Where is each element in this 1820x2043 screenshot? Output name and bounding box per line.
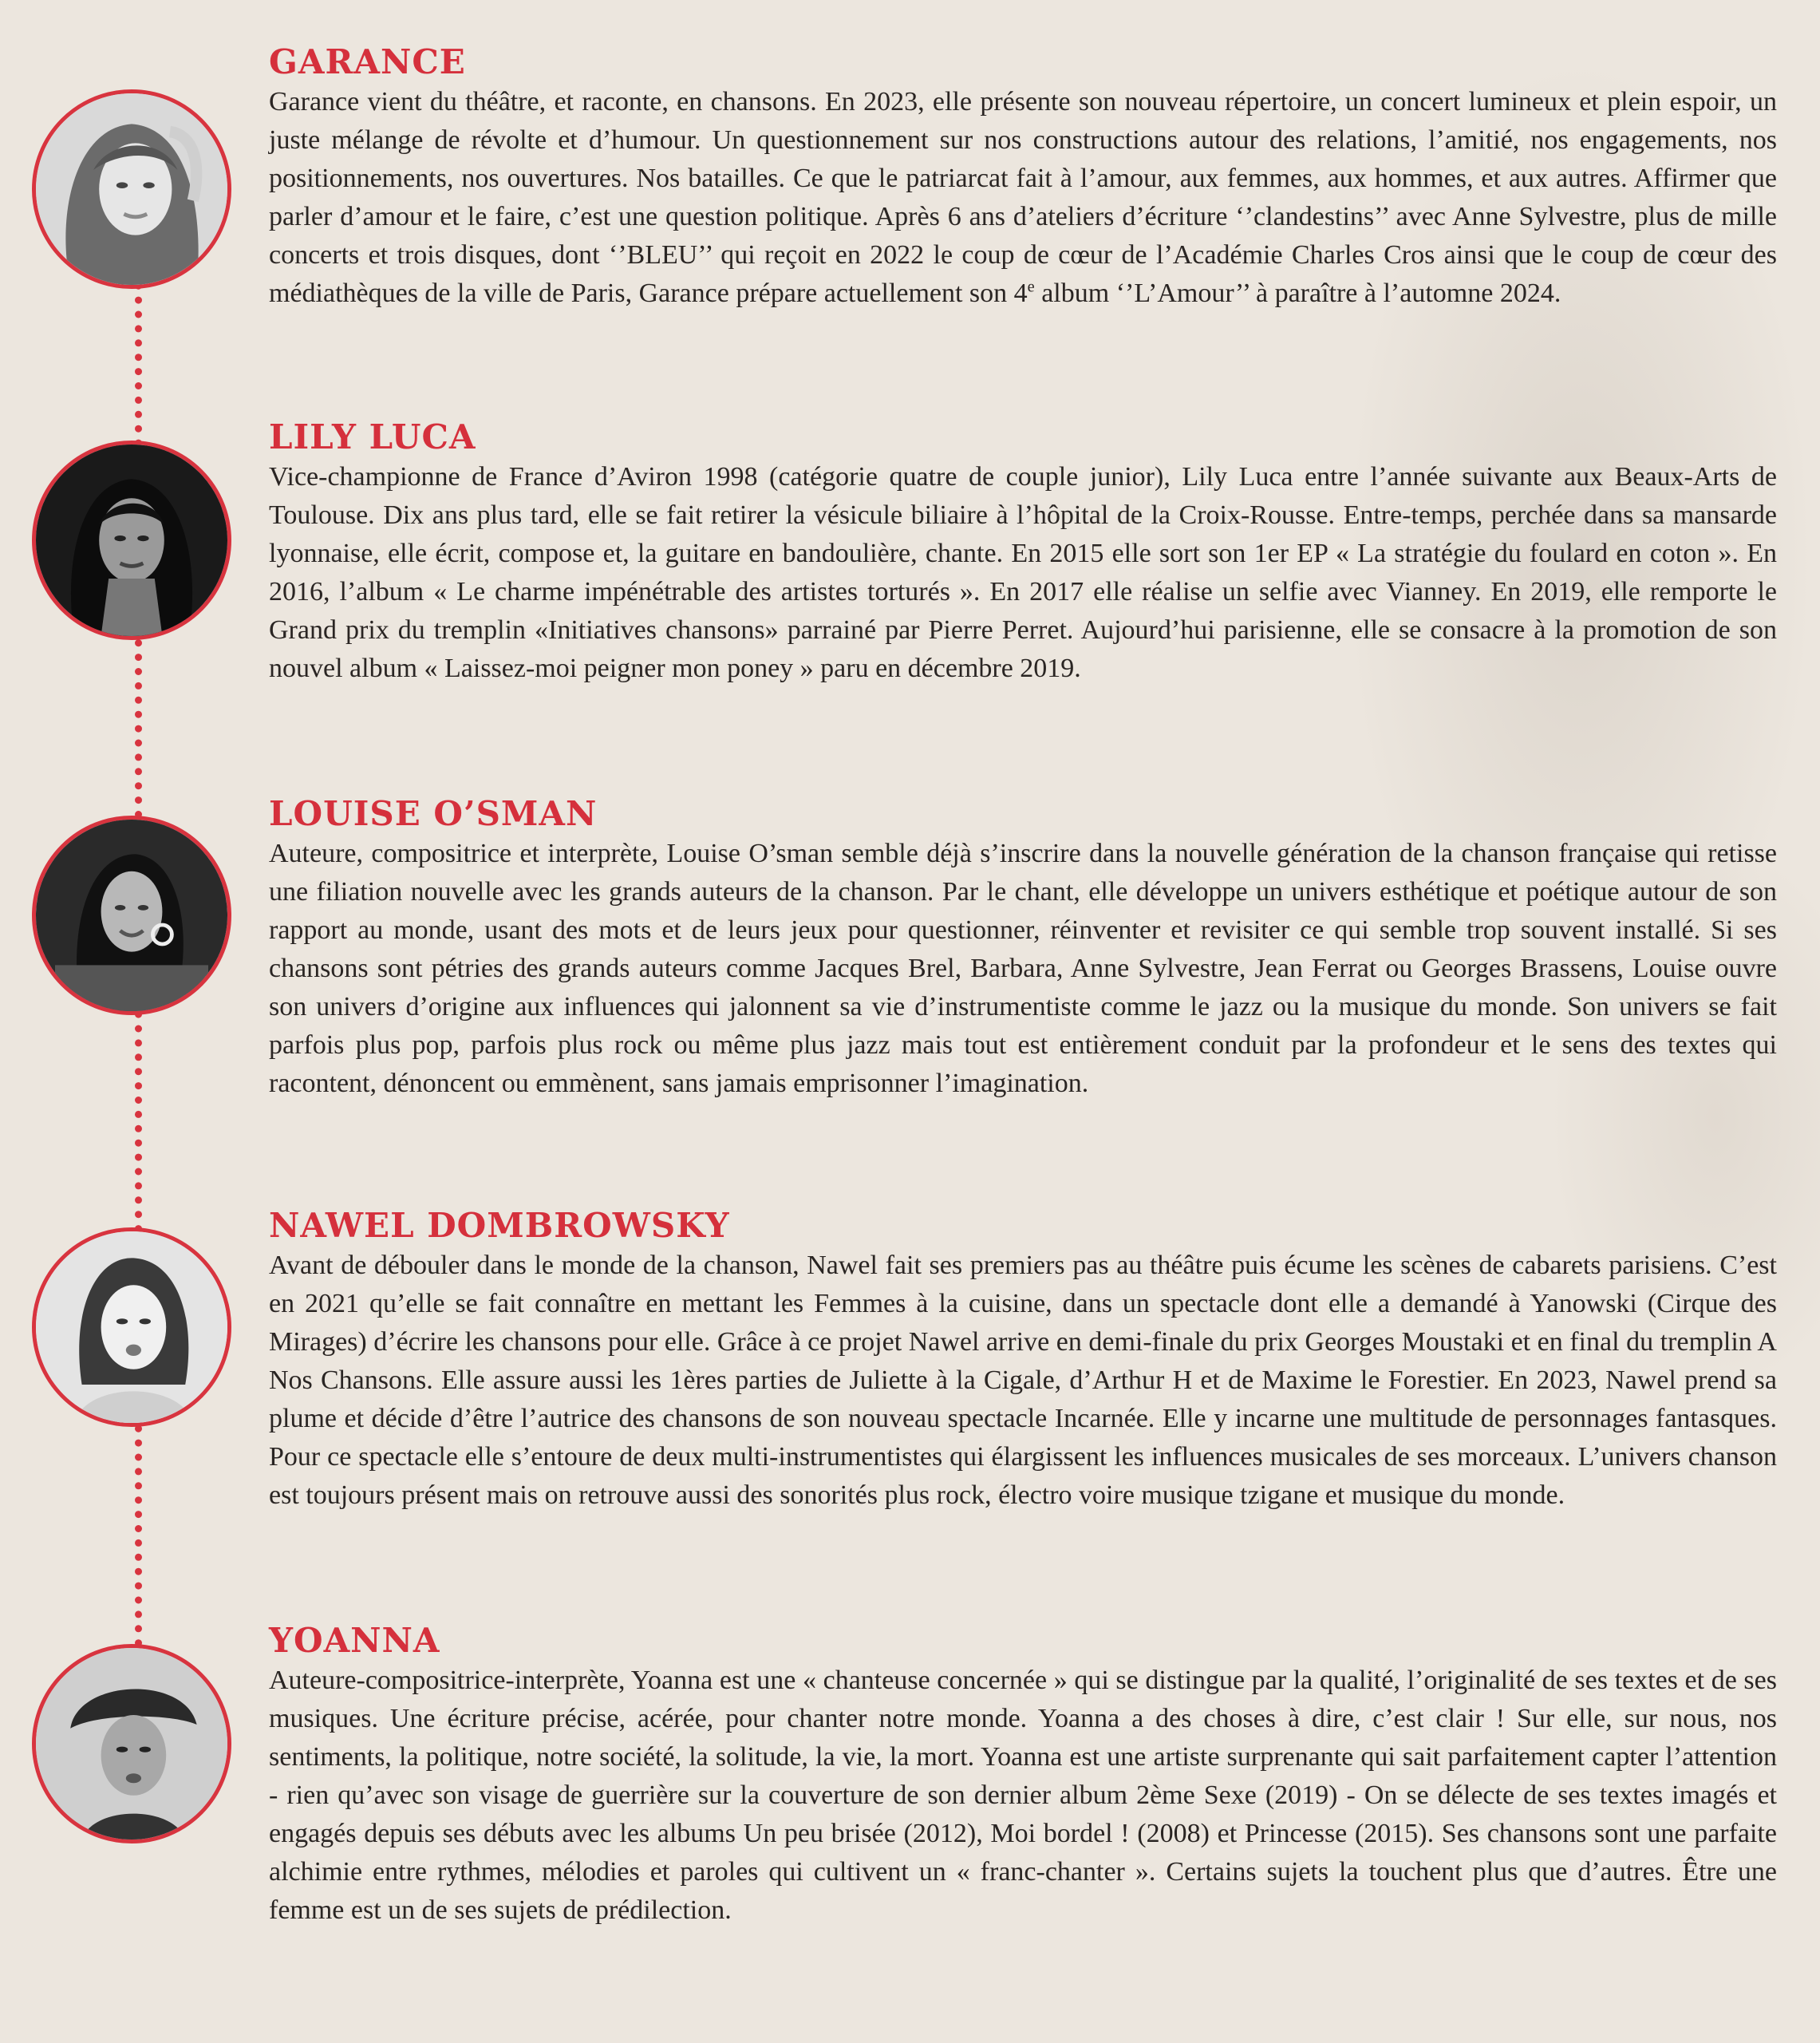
artist-name: GARANCE (269, 42, 466, 81)
portrait-photo-icon (32, 89, 231, 289)
artist-name: YOANNA (269, 1621, 440, 1660)
ordinal-superscript: e (1027, 278, 1035, 296)
portrait-yoanna-icon (36, 1648, 227, 1839)
portrait-photo-icon (32, 1644, 231, 1843)
artist-bio: Avant de débouler dans le monde de la chanson, Nawel fait ses premiers pas au théâtre puis écume les scènes de cabarets parisiens. C’est en 2021 qu’elle se fait connaître en mettant les Femmes à la cuisine, dans un spectacle dont elle a demandé à Yanowski (Cirque des Mirages) d’écrire les chansons pour elle. Grâce à ce projet Nawel arrive en demi-finale du prix Georges Moustaki et en final du tremplin A Nos Chansons. Elle assure aussi les 1ères parties de Juliette à la Cigale, d’Arthur H et de Maxime le Forestier. En 2023, Nawel prend sa plume et décide d’être l’autrice des chansons de son nouveau spectacle Incarnée. Elle y incarne une multitude de personnages fantasques. Pour ce spectacle elle s’entoure de deux multi-instrumentistes qui élargissent les influences musicales de ses morceaux. L’univers chanson est toujours présent mais on retrouve aussi des sonorités plus rock, électro voire musique tzigane et musique du monde. (269, 1251, 1777, 1510)
artist-name: LILY LUCA (269, 417, 476, 456)
artist-bio: Auteure, compositrice et interprète, Louise O’sman semble déjà s’inscrire dans la nouvelle génération de la chanson française qui retisse une filiation nouvelle avec les grands auteurs de la chanson. Par le chant, elle développe un univers esthétique et poétique autour de son rapport au monde, usant des mots et de leurs jeux pour questionner, réinventer et revisiter ce qui semble trop souvent installé. Si ses chansons sont pétries des grands auteurs comme Jacques Brel, Barbara, Anne Sylvestre, Jean Ferrat ou Georges Brassens, Louise ouvre son univers d’origine aux influences qui jalonnent sa vie d’instrumentiste comme le jazz ou la musique du monde. Son univers se fait parfois plus pop, parfois plus rock ou même plus jazz mais tout est entièrement conduit par la profondeur et le sens des textes qui racontent, dénoncent ou emmènent, sans jamais emprisonner l’imagination. (269, 839, 1777, 1098)
artist-bio (269, 83, 1777, 313)
portrait-photo-icon (32, 1227, 231, 1427)
artist-bio-text: Garance vient du théâtre, et raconte, en chansons. En 2023, elle présente son nouveau répertoire, un concert lumineux et plein espoir, un juste mélange de révolte et d’humour. Un questionnement sur nos constructions autour des relations, l’amitié, nos engagements, nos positionnements, nos ouvertures. Nos batailles. Ce que le patriarcat fait à l’amour, aux femmes, aux hommes, et aux autres. Affirmer que parler d’amour et le faire, c’est une question politique. Après 6 ans d’ateliers d’écriture ‘’clandestins’’ avec Anne Sylvestre, plus de mille concerts et trois disques, dont ‘’BLEU’’ qui reçoit en 2022 le coup de cœur de l’Académie Charles Cros ainsi que le coup de cœur des médiathèques de la ville de Paris, Garance prépare actuellement son 4 (269, 87, 1777, 308)
portrait-lily-luca-icon (36, 445, 227, 636)
artist-name: LOUISE O’SMAN (269, 794, 598, 833)
artist-bio: Vice-championne de France d’Aviron 1998 (catégorie quatre de couple junior), Lily Luca entre l’année suivante aux Beaux-Arts de Toulouse. Dix ans plus tard, elle se fait retirer la vésicule biliaire à l’hôpital de la Croix-Rousse. Entre-temps, perchée dans sa mansarde lyonnaise, elle écrit, compose et, la guitare en bandoulière, chante. En 2015 elle sort son 1er EP « La stratégie du foulard en coton ». En 2016, l’album « Le charme impénétrable des artistes torturés ». En 2017 elle réalise un selfie avec Vianney. En 2019, elle remporte le Grand prix du tremplin «Initiatives chansons» parrainé par Pierre Perret. Aujourd’hui parisienne, elle se consacre à la promotion de son nouvel album « Laissez-moi peigner mon poney » paru en décembre 2019. (269, 462, 1777, 683)
artist-bio-text-end: album ‘’L’Amour’’ à paraître à l’automne 2024. (1034, 279, 1561, 308)
portrait-garance-icon (36, 93, 227, 285)
portrait-photo-icon (32, 441, 231, 640)
portrait-nawel-dombrowsky-icon (36, 1231, 227, 1423)
portrait-photo-icon (32, 816, 231, 1015)
artist-name: NAWEL DOMBROWSKY (269, 1206, 730, 1245)
portrait-louise-osman-icon (36, 820, 227, 1011)
artist-bio: Auteure-compositrice-interprète, Yoanna est une « chanteuse concernée » qui se distingue par la qualité, l’originalité de ses textes et de ses musiques. Une écriture précise, acérée, pour chanter notre monde. Yoanna a des choses à dire, c’est clair ! Sur elle, sur nous, nos sentiments, la politique, notre société, la solitude, la vie, la mort. Yoanna est une artiste surprenante qui sait parfaitement capter l’attention - rien qu’avec son visage de guerrière sur la couverture de son dernier album 2ème Sexe (2019) - On se délecte de ses textes imagés et engagés depuis ses débuts avec les albums Un peu brisée (2012), Moi bordel ! (2008) et Princesse (2015). Ses chansons sont une parfaite alchimie entre rythmes, mélodies et paroles qui cultivent un « franc-chanter ». Certains sujets la touchent plus que d’autres. Être une femme est un de ses sujets de prédilection. (269, 1666, 1777, 1925)
